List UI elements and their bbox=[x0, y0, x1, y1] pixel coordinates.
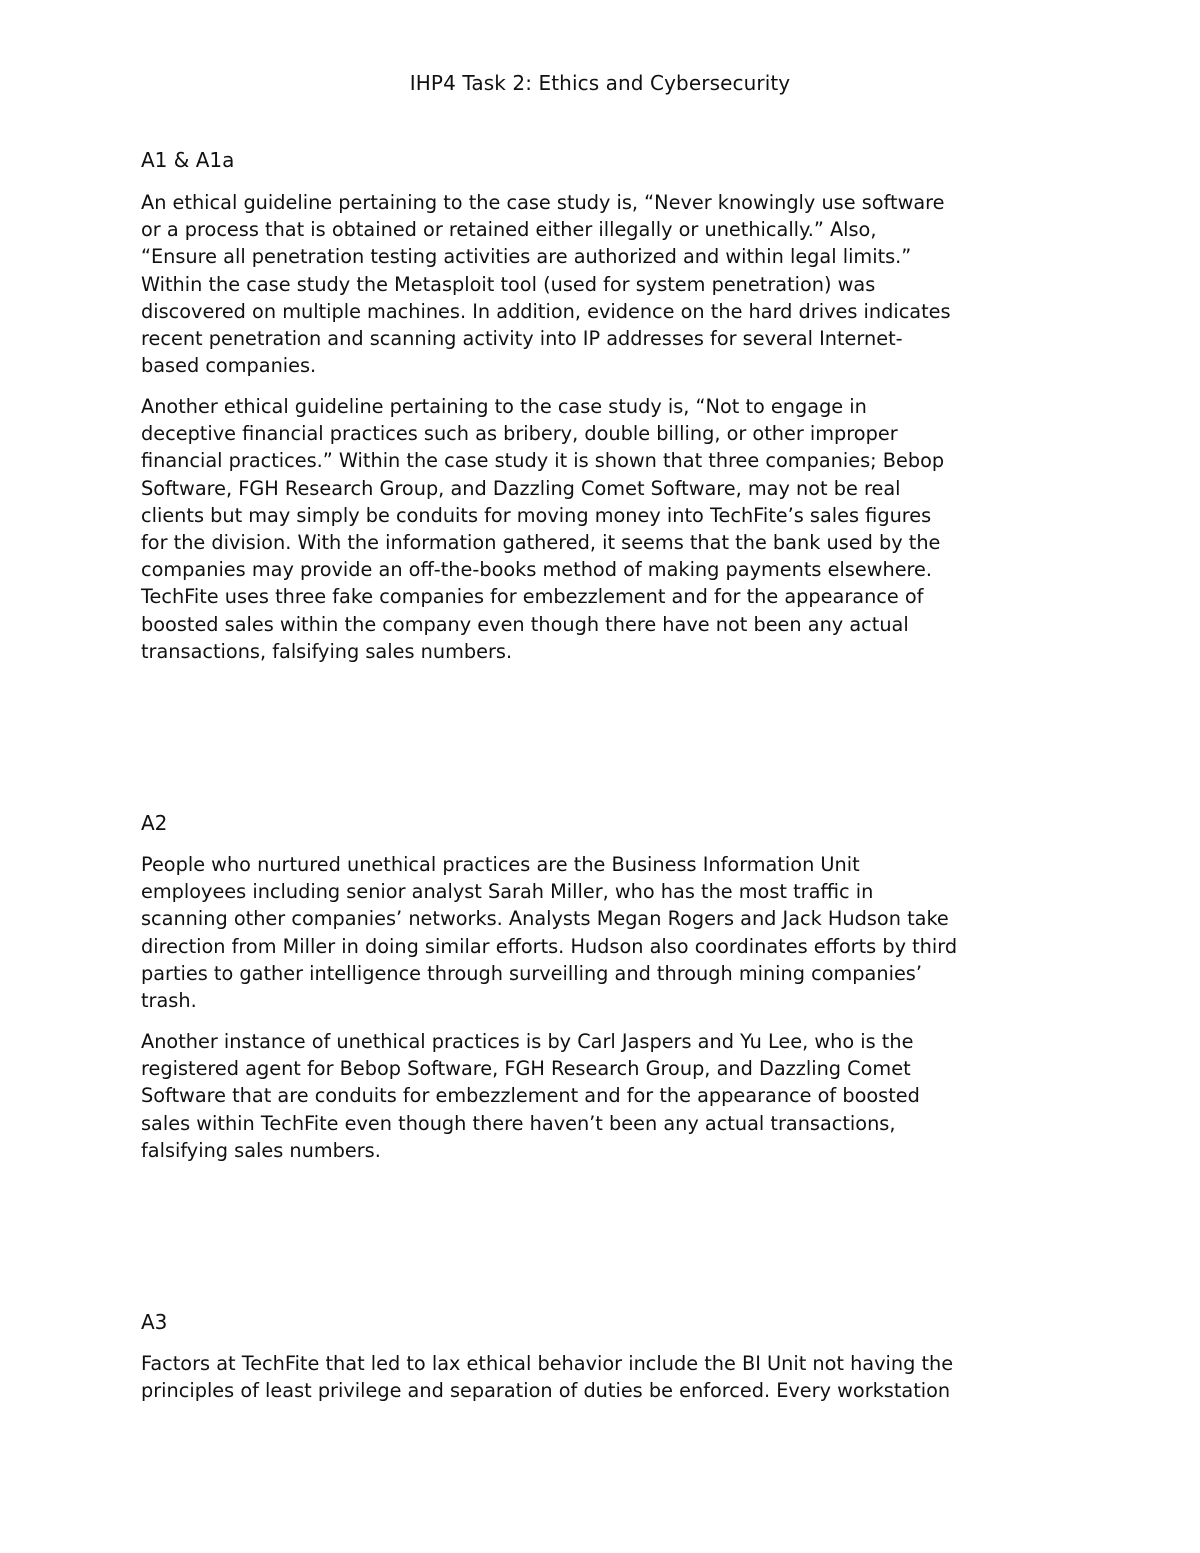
section-heading-a3: A3 bbox=[141, 1310, 168, 1334]
section-heading-a1: A1 & A1a bbox=[141, 148, 235, 172]
section-a1-paragraph-2: Another ethical guideline pertaining to the case study is, “Not to engage in deceptive financial practices such as bribery, double billing, or other improper financial practices.” Within the case study it is shown that three companies; Bebop Software, FGH Research Group, and Dazzling Comet Software, may not be real clients but may simply be conduits for moving money into TechFite’s sales figures for the division. With the information gathered, it seems that the bank used by the companies may provide an off-the-books method of making payments elsewhere. TechFite uses three fake companies for embezzlement and for the appearance of boosted sales within the company even though there have not been any actual transactions, falsifying sales numbers. bbox=[141, 395, 945, 663]
section-a1-paragraph-1: An ethical guideline pertaining to the case study is, “Never knowingly use software or a process that is obtained or retained either illegally or unethically.” Also, “Ensure all penetration testing activities are authorized and within legal limits.” Within the case study the Metasploit tool (used for system penetration) was discovered on multiple machines. In addition, evidence on the hard drives indicates recent penetration and scanning activity into IP addresses for several Internet- based companies. bbox=[141, 191, 951, 378]
section-a2-paragraph-1: People who nurtured unethical practices are the Business Information Unit employees including senior analyst Sarah Miller, who has the most traffic in scanning other companies’ networks. Analysts Megan Rogers and Jack Hudson take direction from Miller in doing similar efforts. Hudson also coordinates efforts by third parties to gather intelligence through surveilling and through mining companies’ trash. bbox=[141, 853, 958, 1013]
section-a3-paragraph-1: Factors at TechFite that led to lax ethical behavior include the BI Unit not having the principles of least privilege and separation of duties be enforced. Every workstation bbox=[141, 1352, 954, 1403]
section-a2-paragraph-2: Another instance of unethical practices is by Carl Jaspers and Yu Lee, who is the registered agent for Bebop Software, FGH Research Group, and Dazzling Comet Software that are conduits for embezzlement and for the appearance of boosted sales within TechFite even though there haven’t been any actual transactions, falsifying sales numbers. bbox=[141, 1030, 920, 1162]
document-title: IHP4 Task 2: Ethics and Cybersecurity bbox=[409, 71, 791, 95]
section-heading-a2: A2 bbox=[141, 811, 168, 835]
